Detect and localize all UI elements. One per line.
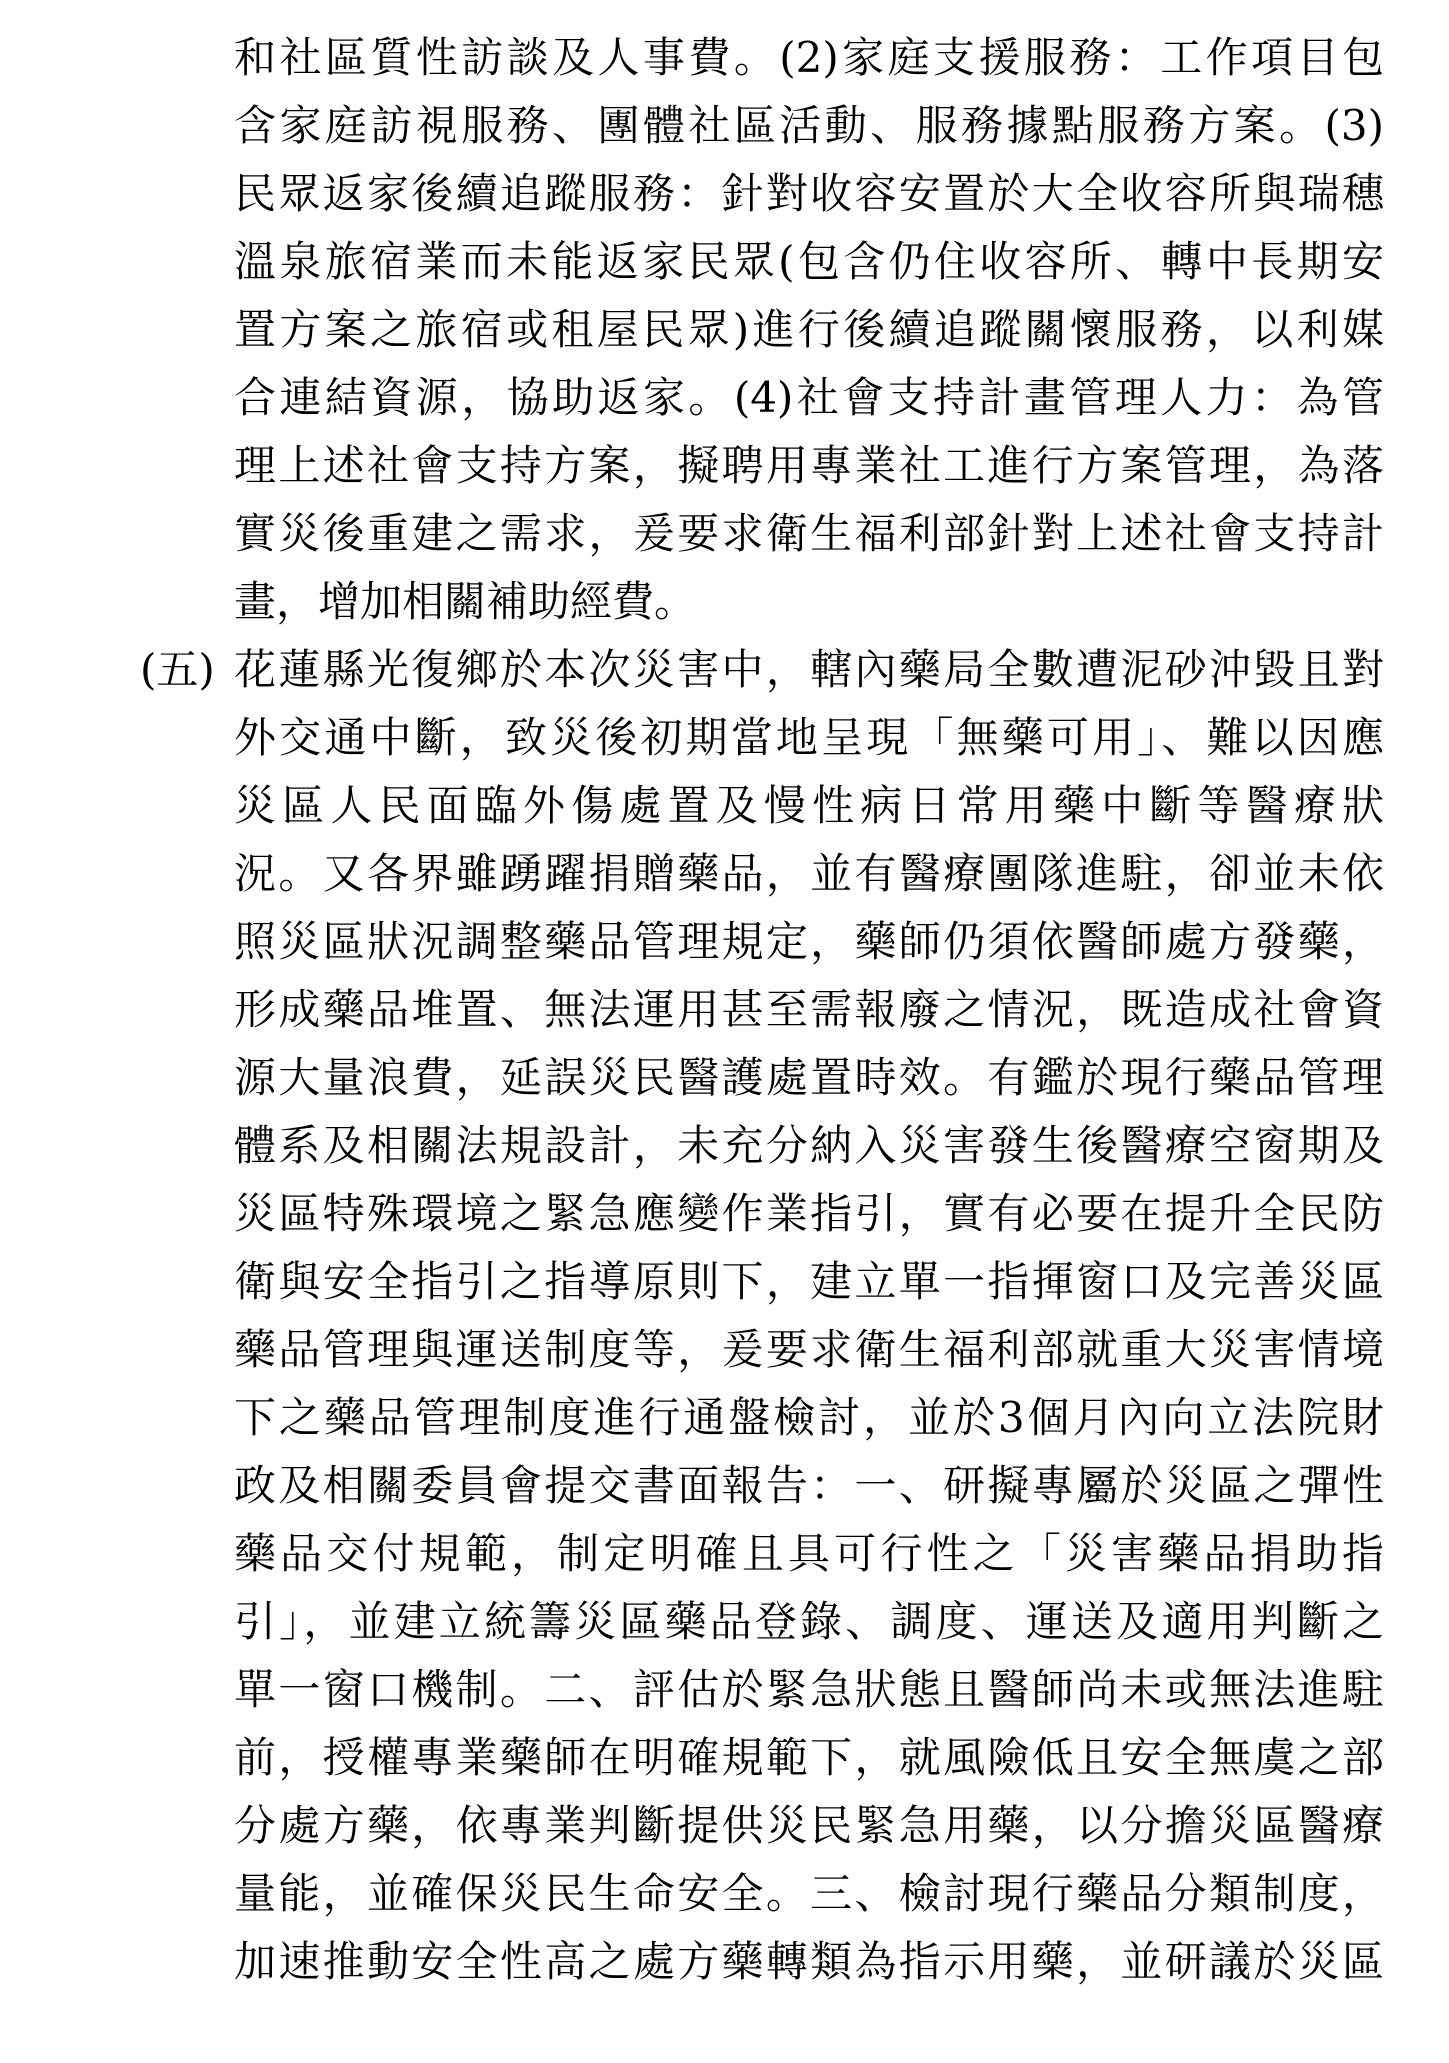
text-line: 形成藥品堆置、無法運用甚至需報廢之情況，既造成社會資	[234, 985, 1384, 1034]
text-line: 實災後重建之需求，爰要求衛生福利部針對上述社會支持計	[234, 509, 1384, 558]
text-line: 況。又各界雖踴躍捐贈藥品，並有醫療團隊進駐，卻並未依	[234, 849, 1384, 898]
text-line: 置方案之旅宿或租屋民眾)進行後續追蹤關懷服務，以利媒	[234, 305, 1384, 354]
text-line: 量能，並確保災民生命安全。三、檢討現行藥品分類制度，	[234, 1869, 1384, 1918]
text-line: 合連結資源，協助返家。(4)社會支持計畫管理人力：為管	[234, 373, 1384, 422]
text-line: 分處方藥，依專業判斷提供災民緊急用藥，以分擔災區醫療	[234, 1801, 1384, 1850]
text-line: 溫泉旅宿業而未能返家民眾(包含仍住收容所、轉中長期安	[234, 237, 1384, 286]
text-line: 體系及相關法規設計，未充分納入災害發生後醫療空窗期及	[234, 1121, 1384, 1170]
text-line: 單一窗口機制。二、評估於緊急狀態且醫師尚未或無法進駐	[234, 1665, 1384, 1714]
text-line: 源大量浪費，延誤災民醫護處置時效。有鑑於現行藥品管理	[234, 1053, 1384, 1102]
item-marker: (五)	[140, 645, 215, 694]
text-line: 藥品管理與運送制度等，爰要求衛生福利部就重大災害情境	[234, 1325, 1384, 1374]
text-line: 衛與安全指引之指導原則下，建立單一指揮窗口及完善災區	[234, 1257, 1384, 1306]
text-line: 理上述社會支持方案，擬聘用專業社工進行方案管理，為落	[234, 441, 1384, 490]
text-line: 災區人民面臨外傷處置及慢性病日常用藥中斷等醫療狀	[234, 781, 1384, 830]
text-line: 前，授權專業藥師在明確規範下，就風險低且安全無虞之部	[234, 1733, 1384, 1782]
text-line: 民眾返家後續追蹤服務：針對收容安置於大全收容所與瑞穗	[234, 169, 1384, 218]
text-line: 引」，並建立統籌災區藥品登錄、調度、運送及適用判斷之	[234, 1597, 1384, 1646]
text-line: 加速推動安全性高之處方藥轉類為指示用藥，並研議於災區	[234, 1937, 1384, 1986]
text-line: 政及相關委員會提交書面報告：一、研擬專屬於災區之彈性	[234, 1461, 1384, 1510]
text-line: 和社區質性訪談及人事費。(2)家庭支援服務：工作項目包	[234, 33, 1384, 82]
text-line: 外交通中斷，致災後初期當地呈現「無藥可用」、難以因應	[234, 713, 1384, 762]
text-line: 照災區狀況調整藥品管理規定，藥師仍須依醫師處方發藥，	[234, 917, 1384, 966]
text-line: 下之藥品管理制度進行通盤檢討，並於3個月內向立法院財	[234, 1393, 1384, 1442]
text-line: 災區特殊環境之緊急應變作業指引，實有必要在提升全民防	[234, 1189, 1384, 1238]
text-line: 藥品交付規範，制定明確且具可行性之「災害藥品捐助指	[234, 1529, 1384, 1578]
text-line: 畫，增加相關補助經費。	[234, 577, 697, 626]
text-line: 花蓮縣光復鄉於本次災害中，轄內藥局全數遭泥砂沖毀且對	[234, 645, 1384, 694]
text-line: 含家庭訪視服務、團體社區活動、服務據點服務方案。(3)	[234, 101, 1384, 150]
